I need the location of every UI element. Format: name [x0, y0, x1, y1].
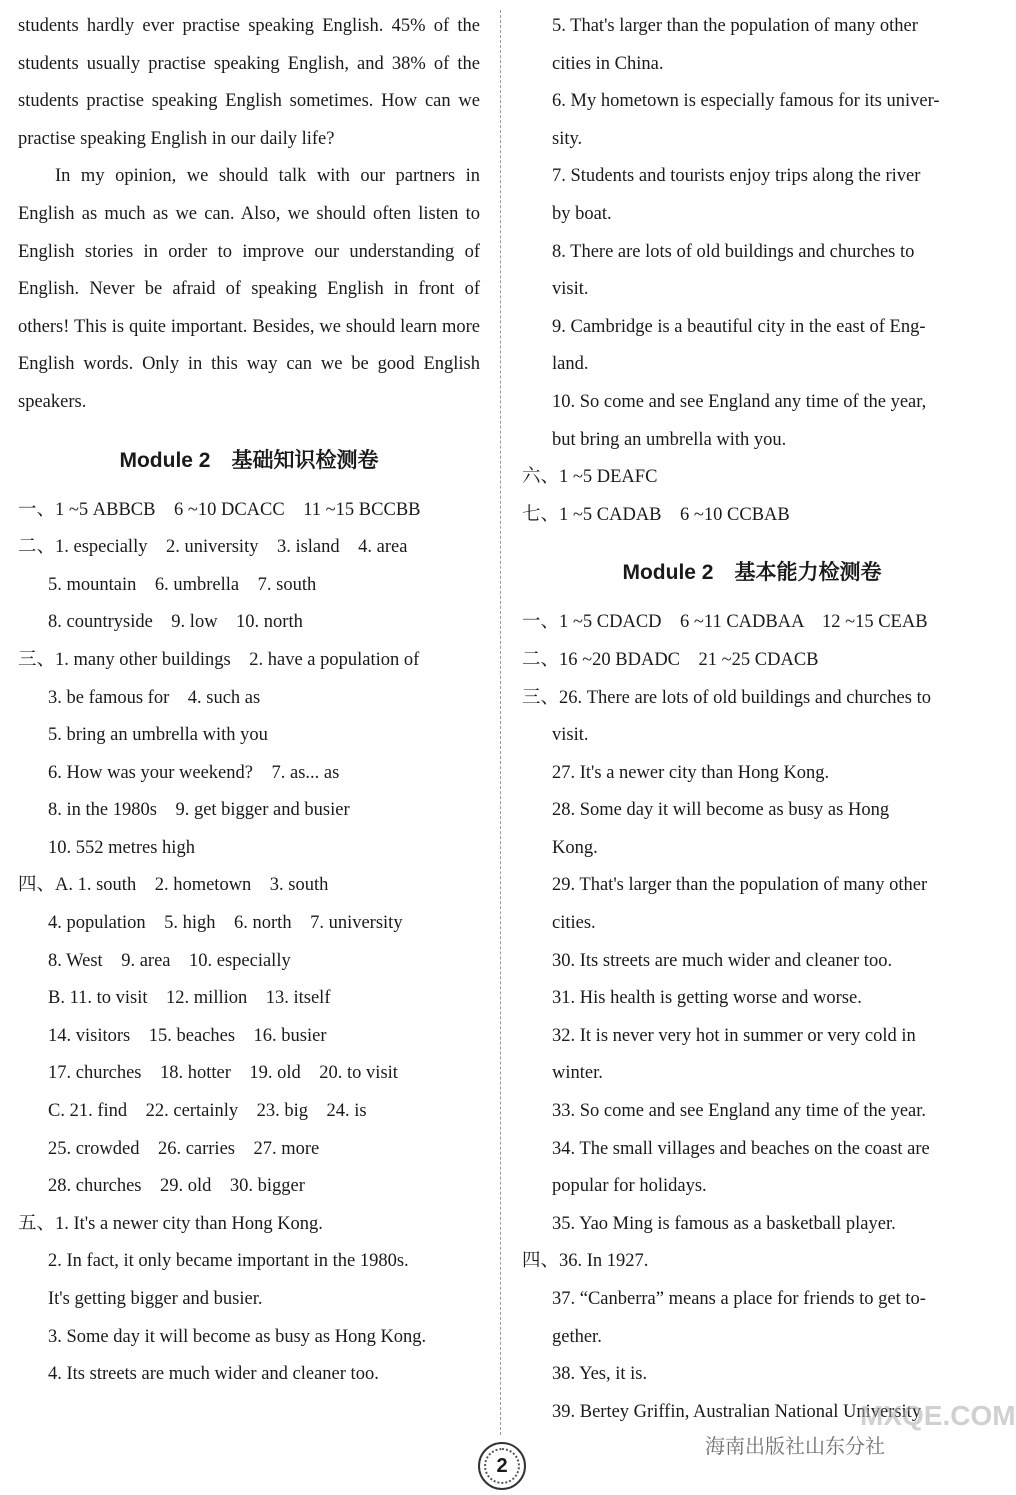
- answer-line: 三、1. many other buildings 2. have a population of: [18, 649, 420, 670]
- answer-line: land.: [552, 354, 589, 375]
- answer-line: 10. So come and see England any time of the year,: [552, 391, 927, 412]
- answer-line: 29. That's larger than the population of many other: [552, 875, 928, 896]
- answer-line: 25. crowded 26. carries 27. more: [48, 1138, 320, 1159]
- answer-line: 33. So come and see England any time of the year.: [552, 1101, 927, 1122]
- essay-paragraph-2: In my opinion, we should talk with our partners in English as much as we can. Also, we should often listen to English stories in order to improve our understanding of English. Never be afraid of speaking English in front of others! This is quite important. Besides, we should learn more English words. Only in this way can we be good English speakers.: [18, 166, 480, 412]
- left-column: [18, 8, 480, 1394]
- answer-line: 一、1 ~5 CDACD 6 ~11 CADBAA 12 ~15 CEAB: [522, 612, 928, 633]
- answer-line: 六、1 ~5 DEAFC: [522, 467, 658, 488]
- answer-line: 一、1 ~5 ABBCB 6 ~10 DCACC 11 ~15 BCCBB: [18, 499, 421, 520]
- answer-line: winter.: [552, 1063, 603, 1084]
- answer-line: 5. bring an umbrella with you: [48, 725, 268, 746]
- answer-line: cities.: [552, 913, 596, 934]
- answer-line: 3. be famous for 4. such as: [48, 687, 261, 708]
- answer-line: 五、1. It's a newer city than Hong Kong.: [18, 1213, 323, 1234]
- answer-line: 四、36. In 1927.: [522, 1251, 649, 1272]
- answer-line: 35. Yao Ming is famous as a basketball player.: [552, 1213, 896, 1234]
- answer-line: 8. countryside 9. low 10. north: [48, 612, 303, 633]
- answer-line: 10. 552 metres high: [48, 837, 195, 858]
- answer-line: It's getting bigger and busier.: [48, 1289, 263, 1309]
- answer-line: 8. There are lots of old buildings and churches to: [552, 241, 915, 262]
- answer-line: 38. Yes, it is.: [552, 1364, 648, 1385]
- answer-line: 27. It's a newer city than Hong Kong.: [552, 762, 830, 783]
- right-column: [522, 8, 982, 1431]
- answer-line: 4. population 5. high 6. north 7. university: [48, 913, 403, 934]
- answer-line: 6. How was your weekend? 7. as... as: [48, 762, 340, 783]
- answer-list-right-bottom: [522, 604, 982, 1431]
- answer-line: 14. visitors 15. beaches 16. busier: [48, 1025, 327, 1046]
- answer-line: 31. His health is getting worse and worse.: [552, 988, 862, 1009]
- answer-line: 37. “Canberra” means a place for friends to get to-: [552, 1289, 926, 1309]
- answer-line: 二、16 ~20 BDADC 21 ~25 CDACB: [522, 649, 819, 670]
- answer-line: 2. In fact, it only became important in the 1980s.: [48, 1251, 409, 1272]
- section-heading-ability: Module 2 基本能力检测卷: [622, 561, 882, 585]
- answer-line: 8. West 9. area 10. especially: [48, 950, 291, 971]
- section-heading-basic: Module 2 基础知识检测卷: [119, 448, 379, 472]
- answer-line: 4. Its streets are much wider and cleaner too.: [48, 1364, 379, 1385]
- answer-list-right-top: [522, 8, 982, 534]
- answer-line: 34. The small villages and beaches on the coast are: [552, 1138, 930, 1159]
- answer-line: 30. Its streets are much wider and cleaner too.: [552, 950, 893, 971]
- answer-line: 9. Cambridge is a beautiful city in the east of Eng-: [552, 316, 926, 337]
- answer-line: visit.: [552, 279, 589, 300]
- essay-paragraph-1: students hardly ever practise speaking English. 45% of the students usually practise speaking English, and 38% of the students practise speaking English sometimes. How can we practise speaking English in our daily life?: [18, 16, 480, 149]
- answer-line: 39. Bertey Griffin, Australian National University: [552, 1401, 922, 1422]
- answer-line: C. 21. find 22. certainly 23. big 24. is: [48, 1101, 367, 1122]
- answer-line: 8. in the 1980s 9. get bigger and busier: [48, 800, 350, 821]
- answer-line: 17. churches 18. hotter 19. old 20. to visit: [48, 1063, 398, 1084]
- answer-line: 32. It is never very hot in summer or very cold in: [552, 1025, 916, 1046]
- watermark-text: 海南出版社山东分社: [705, 1434, 885, 1458]
- answer-line: but bring an umbrella with you.: [552, 429, 787, 450]
- answer-line: visit.: [552, 725, 589, 746]
- page-number: 2: [478, 1442, 526, 1490]
- answer-list-left: [18, 492, 480, 1394]
- answer-line: gether.: [552, 1326, 602, 1347]
- answer-line: 5. That's larger than the population of many other: [552, 16, 918, 36]
- answer-line: by boat.: [552, 203, 612, 224]
- answer-line: 7. Students and tourists enjoy trips along the river: [552, 166, 921, 187]
- answer-line: 6. My hometown is especially famous for its univer-: [552, 91, 940, 112]
- answer-line: Kong.: [552, 837, 598, 858]
- answer-line: 二、1. especially 2. university 3. island 4. area: [18, 537, 408, 558]
- essay-text: [18, 8, 480, 422]
- answer-line: 三、26. There are lots of old buildings and churches to: [522, 687, 931, 708]
- answer-line: 3. Some day it will become as busy as Hong Kong.: [48, 1326, 427, 1347]
- answer-line: 28. churches 29. old 30. bigger: [48, 1176, 305, 1197]
- answer-line: B. 11. to visit 12. million 13. itself: [48, 988, 331, 1009]
- watermark-logo: MXQE.COM: [860, 1400, 1016, 1431]
- column-divider: [500, 10, 501, 1435]
- answer-line: popular for holidays.: [552, 1176, 707, 1197]
- answer-line: cities in China.: [552, 53, 664, 74]
- answer-line: 七、1 ~5 CADAB 6 ~10 CCBAB: [522, 504, 790, 525]
- answer-line: 5. mountain 6. umbrella 7. south: [48, 574, 317, 595]
- answer-line: 四、A. 1. south 2. hometown 3. south: [18, 875, 329, 896]
- answer-line: 28. Some day it will become as busy as Hong: [552, 800, 890, 821]
- answer-line: sity.: [552, 128, 583, 149]
